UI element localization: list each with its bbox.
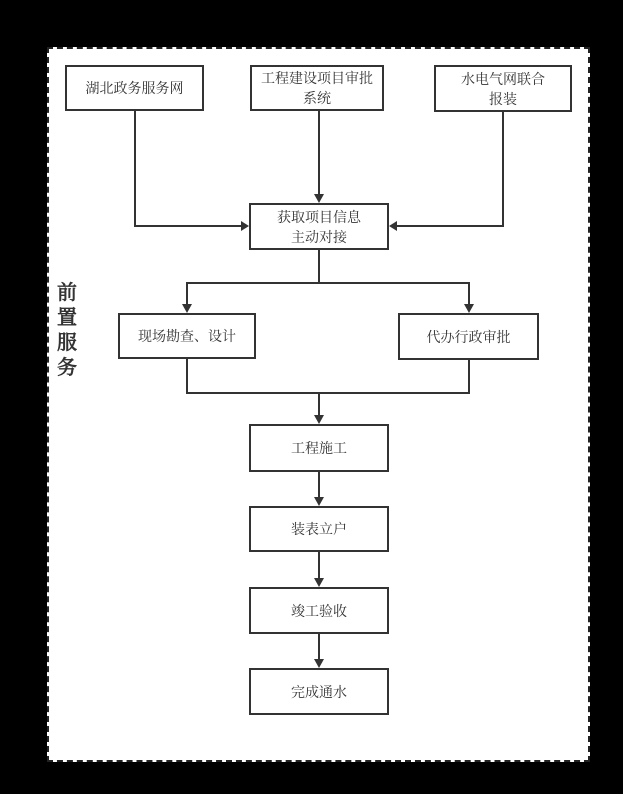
node-water-supply-completed — [249, 668, 389, 715]
node-label: 工程施工 — [291, 440, 347, 456]
side-label-char: 前 — [57, 282, 77, 304]
connector-split-left-drop — [186, 282, 188, 305]
side-label-char: 服 — [57, 332, 77, 354]
arrowhead-down-icon — [182, 304, 192, 313]
connector-center-split-stem — [318, 250, 320, 283]
connector-portal-horizontal-line — [134, 225, 241, 227]
connector-acceptance-to-water — [318, 634, 320, 660]
connector-portal-down-line — [134, 111, 136, 226]
node-site-survey-design — [118, 313, 256, 359]
connector-construction-to-meter — [318, 472, 320, 498]
arrowhead-down-icon — [464, 304, 474, 313]
node-label: 代办行政审批 — [426, 328, 511, 345]
node-label: 获取项目信息 — [277, 208, 361, 225]
node-hubei-gov-service-portal — [65, 65, 204, 111]
arrowhead-right-icon — [241, 221, 249, 231]
arrowhead-down-icon — [314, 659, 324, 668]
node-label: 竣工验收 — [291, 602, 347, 619]
node-engineering-construction — [249, 424, 389, 472]
node-water-electric-gas-joint-installation — [434, 65, 572, 112]
connector-meter-to-acceptance — [318, 552, 320, 579]
connector-merge-stem — [318, 392, 320, 416]
connector-split-line — [186, 282, 470, 284]
node-label: 系统 — [303, 90, 331, 106]
node-label: 装表立户 — [291, 521, 347, 537]
side-label-char: 务 — [57, 357, 77, 379]
connector-system-down-line — [318, 111, 320, 195]
arrowhead-down-icon — [314, 194, 324, 203]
arrowhead-down-icon — [314, 497, 324, 506]
node-construction-project-approval-system — [250, 65, 384, 111]
arrowhead-left-icon — [389, 221, 397, 231]
connector-split-right-drop — [468, 282, 470, 305]
node-label: 现场勘查、设计 — [138, 328, 236, 344]
node-meter-installation — [249, 506, 389, 552]
node-label: 工程建设项目审批 — [261, 70, 373, 86]
node-completion-acceptance — [249, 587, 389, 634]
node-acquire-project-info — [249, 203, 389, 250]
node-label: 湖北政务服务网 — [85, 80, 184, 96]
connector-merge-line — [186, 392, 470, 394]
side-label-char: 置 — [57, 307, 77, 329]
connector-joint-install-down-line — [502, 111, 504, 226]
connector-merge-left-drop — [186, 359, 188, 393]
arrowhead-down-icon — [314, 578, 324, 587]
side-label-preposition-service — [57, 283, 77, 379]
node-label: 完成通水 — [291, 683, 347, 700]
connector-merge-right-drop — [468, 360, 470, 393]
node-label: 报装 — [489, 90, 517, 107]
connector-joint-install-horizontal-line — [397, 225, 504, 227]
node-label: 水电气网联合 — [461, 70, 545, 87]
node-label: 主动对接 — [291, 228, 347, 245]
diagram-page — [47, 47, 590, 762]
arrowhead-down-icon — [314, 415, 324, 424]
node-agency-administrative-approval — [398, 313, 539, 360]
